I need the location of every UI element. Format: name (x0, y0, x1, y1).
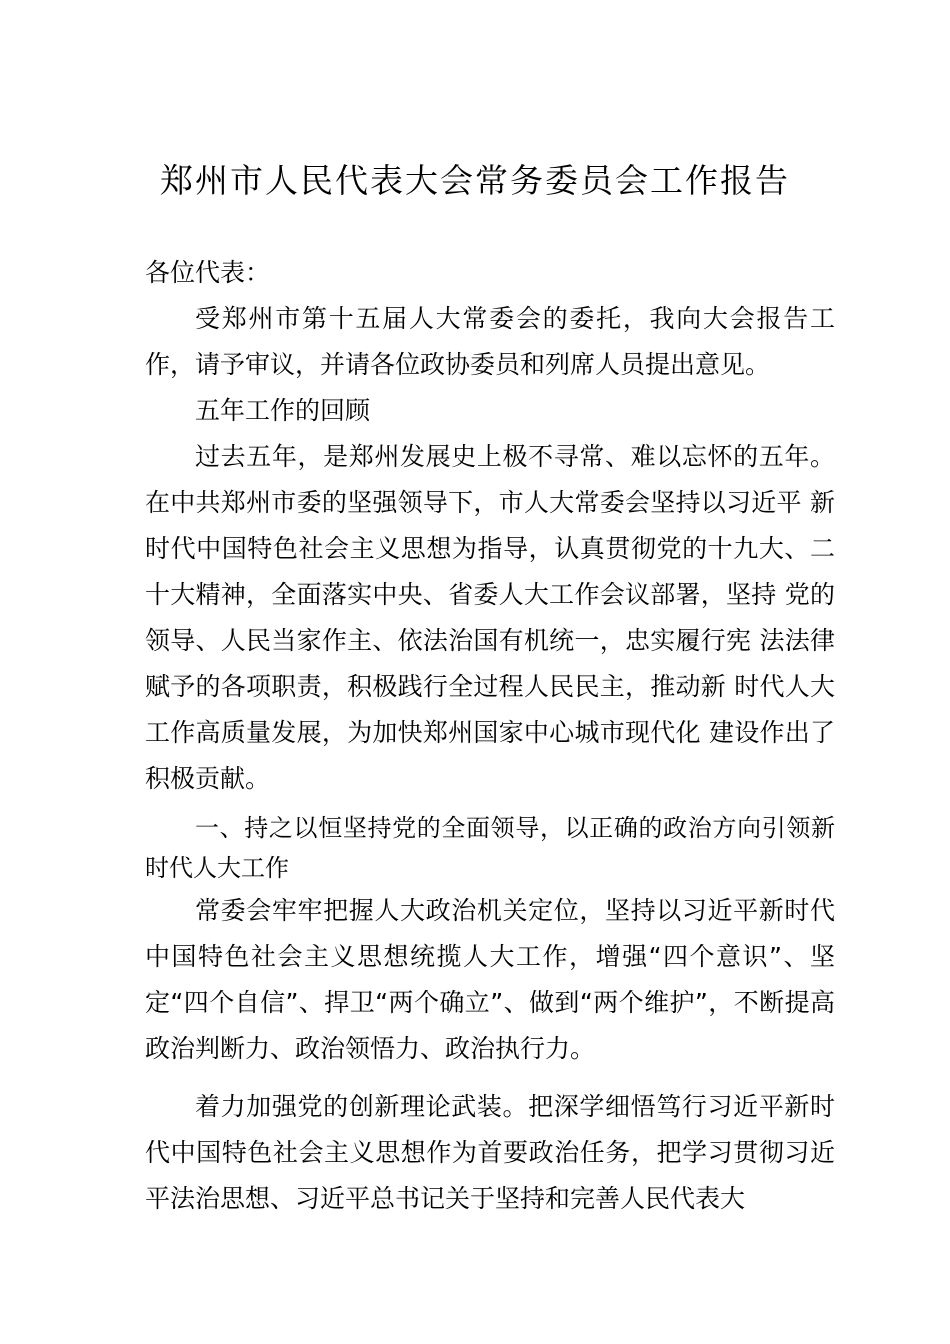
section-heading-1: 一、持之以恒坚持党的全面领导，以正确的政治方向引领新时代人大工作 (145, 814, 835, 882)
political-paragraph: 常委会牢牢把握人大政治机关定位，坚持以习近平新时代中国特色社会主义思想统揽人大工作，增强“四个意识”、坚定“四个自信”、捍卫“两个确立”、做到“两个维护”，不断提高政治判断力、政治领悟力、政治执行力。 (145, 896, 835, 1063)
review-paragraph: 过去五年，是郑州发展史上极不寻常、难以忘怀的五年。在中共郑州市委的坚强领导下，市人大常委会坚持以习近平 新时代中国特色社会主义思想为指导，认真贯彻党的十九大、二十大精神，全面落实中央、省委人大工作会议部署，坚持 党的领导、人民当家作主、依法治国有机统一，忠实履行宪 法法律赋予的各项职责，积极践行全过程人民民主，推动新 时代人大工作高质量发展，为加快郑州国家中心城市现代化 建设作出了积极贡献。 (145, 442, 835, 793)
salutation: 各位代表： (145, 258, 271, 287)
theory-paragraph: 着力加强党的创新理论武装。把深学细悟笃行习近平新时代中国特色社会主义思想作为首要政治任务，把学习贯彻习近平法治思想、习近平总书记关于坚持和完善人民代表大 (145, 1092, 835, 1213)
intro-paragraph: 受郑州市第十五届人大常委会的委托，我向大会报告工作，请予审议，并请各位政协委员和列席人员提出意见。 (145, 304, 835, 379)
document-title: 郑州市人民代表大会常务委员会工作报告 (160, 161, 790, 200)
section-heading-review: 五年工作的回顾 (195, 396, 371, 425)
document-body (145, 250, 835, 1222)
